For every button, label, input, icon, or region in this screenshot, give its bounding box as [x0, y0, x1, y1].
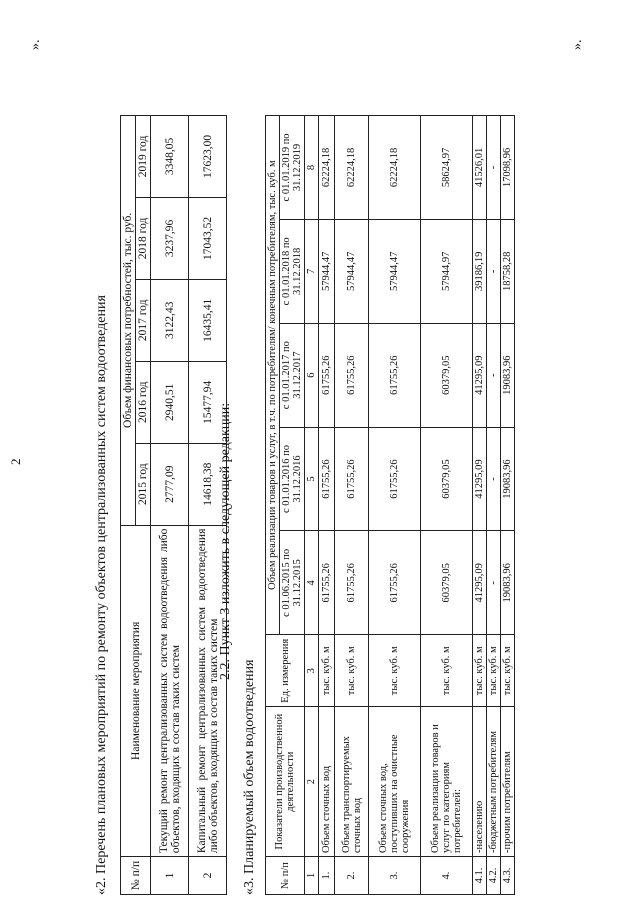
table2-cell: 58624,97	[421, 116, 473, 220]
table2-period: с 01.01.2019 по 31.12.2019	[280, 116, 305, 220]
table1-row-num: 1	[151, 857, 189, 895]
table2-column-numbers-row	[305, 116, 319, 895]
table-row	[421, 116, 473, 895]
table-row	[501, 116, 515, 895]
table2-row-num: 4.	[421, 857, 473, 895]
table2-row-name: -прочим потребителям	[501, 707, 515, 857]
table2-cell: 17098,96	[501, 116, 515, 220]
table1-header-row	[121, 116, 136, 895]
table1-cell: 17623,00	[189, 116, 227, 198]
table2-row-name: Объем сточных вод, поступивших на очистные сооружения	[369, 707, 421, 857]
table2-cell: 57944,47	[335, 219, 369, 323]
table2-cell: 60379,05	[421, 323, 473, 427]
table1-cell: 3348,05	[151, 116, 189, 198]
table1-year: 2016 год	[136, 361, 151, 443]
table1-header-name: Наименование мероприятия	[121, 525, 151, 856]
table2-row-name: Объем реализации товаров и услуг по категориям потребителей:	[421, 707, 473, 857]
table2-header-row	[266, 116, 280, 895]
table2-cell: 62224,18	[319, 116, 335, 220]
table1-cell: 3122,43	[151, 279, 189, 361]
table2-row-name: Объем сточных вод	[319, 707, 335, 857]
table2-cell: 19083,96	[501, 427, 515, 531]
table2-row-unit: тыс. куб. м	[473, 635, 487, 707]
closing-quote-bottom: ».	[570, 39, 585, 50]
table2-cell: 19083,96	[501, 531, 515, 635]
table2-cell: 41295,09	[473, 323, 487, 427]
table2-period: с 01.01.2016 по 31.12.2016	[280, 427, 305, 531]
table2-row-name: Объем транспортируемых сточных вод	[335, 707, 369, 857]
table2-col-number: 6	[305, 323, 319, 427]
table2-cell: 61755,26	[319, 531, 335, 635]
table2-cell: 39186,19	[473, 219, 487, 323]
table1-header-num: № п/п	[121, 857, 151, 895]
table2-col-number: 5	[305, 427, 319, 531]
table2-col-number: 7	[305, 219, 319, 323]
table2-cell: 61755,26	[369, 427, 421, 531]
table2-row-unit: тыс. куб. м	[369, 635, 421, 707]
section3-title: «3. Планируемый объем водоотведения	[242, 659, 257, 895]
table2-period: с 01.01.2018 по 31.12.2018	[280, 219, 305, 323]
table1-header-finance: Объем финансовых потребностей, тыс. руб.	[121, 116, 136, 526]
table1-row-name: Текущий ремонт централизованных систем водоотведения либо объектов, входящих в состав таких систем	[151, 525, 189, 856]
wastewater-volume-table	[265, 115, 515, 895]
table2-row-num: 4.3.	[501, 857, 515, 895]
table2-row-name: -населению	[473, 707, 487, 857]
table2-cell: 57944,47	[319, 219, 335, 323]
table2-header-volume: Объем реализации товаров и услуг, в т.ч. по потребителям/ конечным потребителям, тыс. куб. м	[266, 116, 280, 635]
table2-cell: 60379,05	[421, 427, 473, 531]
table2-cell: 57944,47	[369, 219, 421, 323]
section2-title: «2. Перечень плановых мероприятий по ремонту объектов централизованных систем водоотведения	[94, 295, 109, 895]
table2-period: с 01.01.2017 по 31.12.2017	[280, 323, 305, 427]
table-row	[487, 116, 501, 895]
page-number: 2	[8, 458, 23, 465]
table1-row-num: 2	[189, 857, 227, 895]
table2-cell: 41526,01	[473, 116, 487, 220]
table2-cell: 62224,18	[369, 116, 421, 220]
table1-cell: 17043,52	[189, 197, 227, 279]
table2-cell: 61755,26	[335, 427, 369, 531]
table2-col-number: 1	[305, 857, 319, 895]
table1-year: 2017 год	[136, 279, 151, 361]
repair-plan-table	[120, 115, 227, 895]
table2-cell: -	[487, 427, 501, 531]
table2-row-unit: тыс. куб. м	[335, 635, 369, 707]
table1-cell: 16435,41	[189, 279, 227, 361]
table2-cell: -	[487, 531, 501, 635]
table-row	[473, 116, 487, 895]
table1-cell: 14618,38	[189, 443, 227, 525]
table1-year: 2015 год	[136, 443, 151, 525]
table2-cell: 61755,26	[335, 531, 369, 635]
table2-row-num: 1.	[319, 857, 335, 895]
point-2-2: 2.2. Пункт 3 изложить в следующей редакции:	[218, 402, 233, 680]
table2-row-unit: тыс. куб. м	[421, 635, 473, 707]
table2-row-unit: тыс. куб. м	[501, 635, 515, 707]
table2-header-unit: Ед. измерения	[266, 635, 305, 707]
table2-cell: -	[487, 116, 501, 220]
table2-cell: 19083,96	[501, 323, 515, 427]
table2-row-name: -бюджетным потребителям	[487, 707, 501, 857]
table-row	[319, 116, 335, 895]
table2-cell: 61755,26	[319, 323, 335, 427]
table1-year: 2019 год	[136, 116, 151, 198]
table-row	[335, 116, 369, 895]
table2-col-number: 2	[305, 707, 319, 857]
table2-cell: 18758,28	[501, 219, 515, 323]
table1-cell: 15477,94	[189, 361, 227, 443]
table2-cell: 61755,26	[369, 531, 421, 635]
table2-row-unit: тыс. куб. м	[487, 635, 501, 707]
closing-quote-top: ».	[28, 39, 43, 50]
table2-cell: 41295,09	[473, 427, 487, 531]
table1-cell: 2777,09	[151, 443, 189, 525]
table2-header-indicators: Показатели производственной деятельности	[266, 707, 305, 857]
table2-row-num: 4.1.	[473, 857, 487, 895]
table2-cell: 61755,26	[319, 427, 335, 531]
table1-cell: 3237,96	[151, 197, 189, 279]
table2-cell: 41295,09	[473, 531, 487, 635]
table2-col-number: 4	[305, 531, 319, 635]
table2-row-num: 4.2.	[487, 857, 501, 895]
table2-col-number: 8	[305, 116, 319, 220]
table2-cell: 62224,18	[335, 116, 369, 220]
table1-cell: 2940,51	[151, 361, 189, 443]
table2-cell: -	[487, 219, 501, 323]
table2-col-number: 3	[305, 635, 319, 707]
table2-row-unit: тыс. куб. м	[319, 635, 335, 707]
table-row	[369, 116, 421, 895]
table2-row-num: 3.	[369, 857, 421, 895]
table1-row-name: Капитальный ремонт централизованных систем водоотведения либо объектов, входящих в состав таких систем	[189, 525, 227, 856]
table1-year: 2018 год	[136, 197, 151, 279]
table2-header-num: № п/п	[266, 857, 305, 895]
table2-period: с 01.06.2015 по 31.12.2015	[280, 531, 305, 635]
table2-cell: 60379,05	[421, 531, 473, 635]
table2-cell: 61755,26	[335, 323, 369, 427]
table2-row-num: 2.	[335, 857, 369, 895]
table-row	[151, 116, 189, 895]
table2-cell: 57944,97	[421, 219, 473, 323]
table2-cell: 61755,26	[369, 323, 421, 427]
table2-cell: -	[487, 323, 501, 427]
